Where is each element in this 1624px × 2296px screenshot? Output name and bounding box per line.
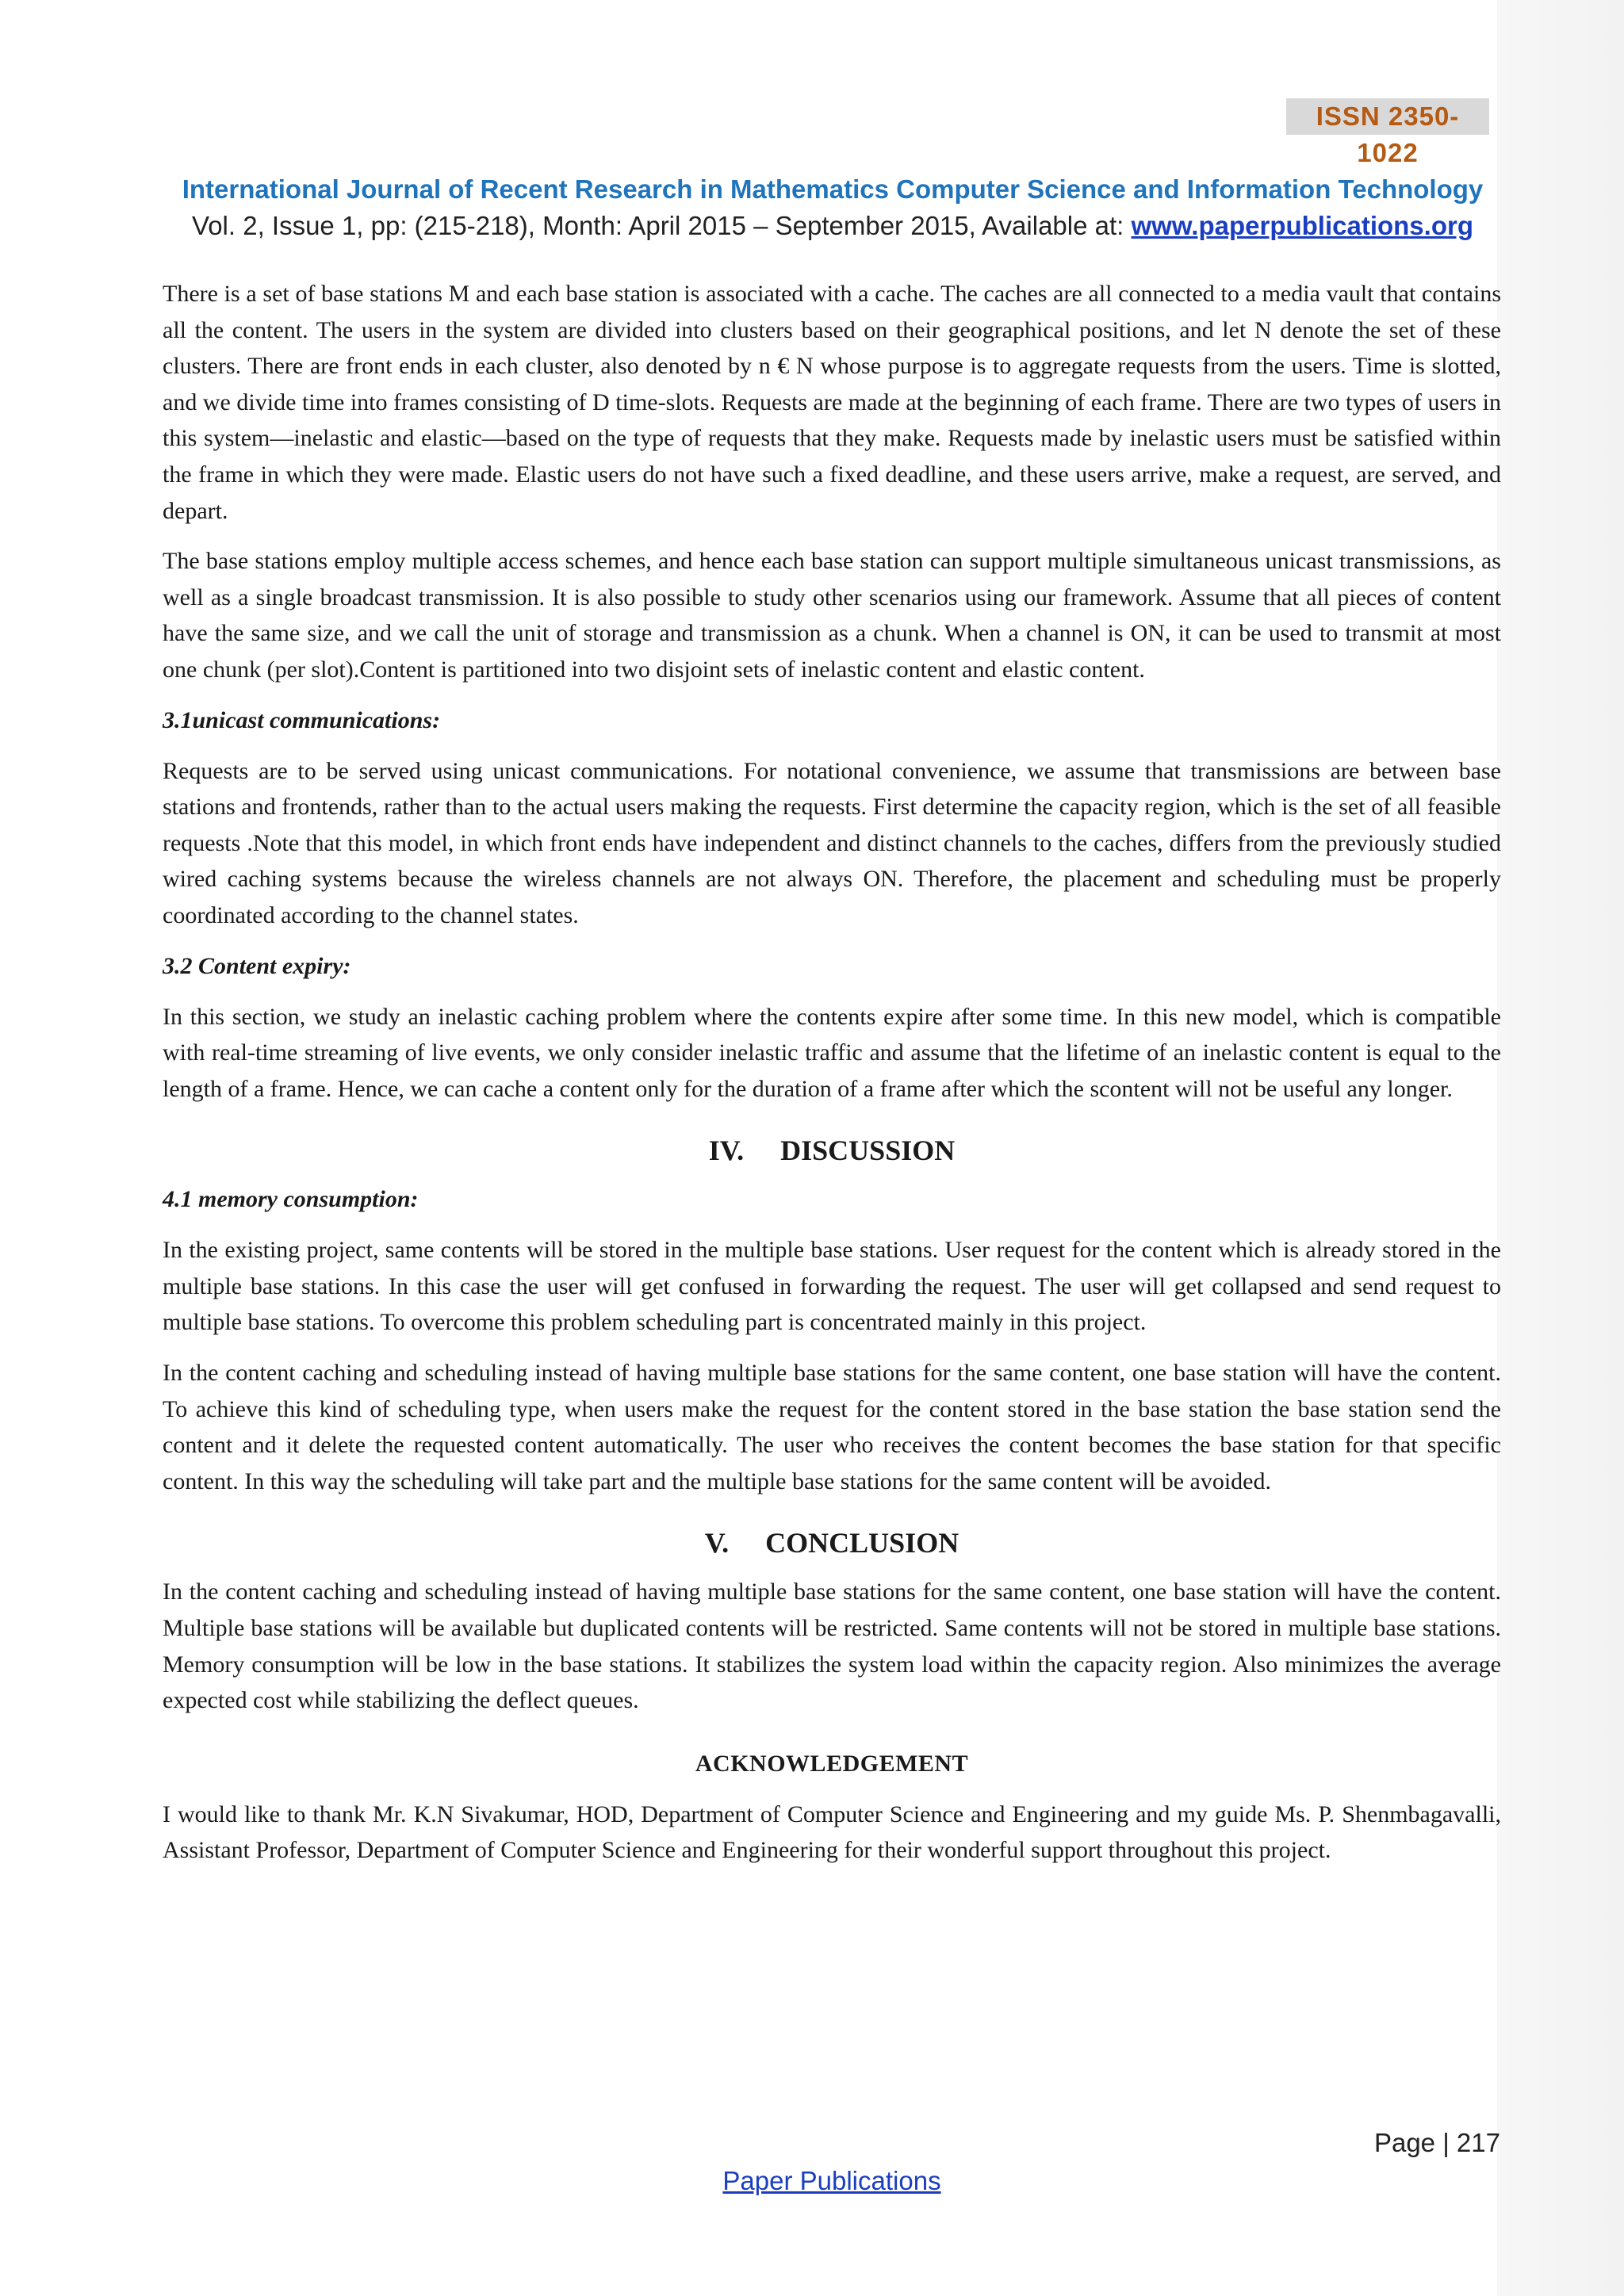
acknowledgement-heading: ACKNOWLEDGEMENT: [695, 1750, 969, 1777]
subheading-memory-consumption: 4.1 memory consumption:: [163, 1186, 419, 1213]
journal-subtitle: [119, 208, 1546, 244]
journal-volume-info: Vol. 2, Issue 1, pp: (215-218), Month: April 2015 – September 2015, Available at:: [192, 211, 1132, 240]
page-number: Page | 217: [1373, 2128, 1500, 2157]
subheading-unicast: 3.1unicast communications:: [163, 706, 441, 733]
section-title: DISCUSSION: [780, 1135, 956, 1167]
page-edge-shade: [1497, 0, 1624, 2296]
paragraph-caching-scheduling: In the content caching and scheduling instead of having multiple base stations for the same content, one base station will have the content. To achieve this kind of scheduling type, when users make the request for the content stored in the base station the base station send the content and it delete the requested content automatically. The user who receives the content becomes the base station for that specific content. In this way the scheduling will take part and the multiple base stations for the same content will be avoided.: [163, 1360, 1501, 1494]
paragraph-unicast: Requests are to be served using unicast communications. For notational convenience, we assume that transmissions are between base stations and frontends, rather than to the actual users making the requests. First determine the capacity region, which is the set of all feasible requests .Note that this model, in which front ends have independent and distinct channels to the caches, differs from the previously studied wired caching systems because the wireless channels are not always ON. Therefore, the placement and scheduling must be properly coordinated according to the channel states.: [163, 757, 1501, 928]
section-number: IV.: [708, 1135, 745, 1167]
subheading-content-expiry: 3.2 Content expiry:: [163, 952, 351, 979]
issn-badge: ISSN 2350-1022: [1286, 98, 1489, 135]
section-heading-discussion: [163, 1131, 1501, 1170]
section-number: V.: [704, 1527, 730, 1559]
journal-title: International Journal of Recent Research in Mathematics Computer Science and Information Technology: [182, 174, 1484, 204]
footer: [0, 2163, 1624, 2199]
paragraph-content-expiry: In this section, we study an inelastic caching problem where the contents expire after some time. In this new model, which is compatible with real-time streaming of live events, we only consider inelastic traffic and assume that the lifetime of an inelastic content is equal to the length of a frame. Hence, we can cache a content only for the duration of a frame after which the scontent will not be useful any longer.: [163, 1003, 1501, 1102]
journal-website-link[interactable]: www.paperpublications.org: [1131, 211, 1473, 240]
paragraph-conclusion: In the content caching and scheduling instead of having multiple base stations for the same content, one base station will have the content. Multiple base stations will be available but duplicated contents will be restricted. Same contents will not be stored in multiple base stations. Memory consumption will be low in the base stations. It stabilizes the system load within the capacity region. Also minimizes the average expected cost while stabilizing the deflect queues.: [163, 1578, 1501, 1714]
paragraph-base-stations: The base stations employ multiple access schemes, and hence each base station can support multiple simultaneous unicast transmissions, as well as a single broadcast transmission. It is also possible to study other scenarios using our framework. Assume that all pieces of content have the same size, and we call the unit of storage and transmission as a chunk. When a channel is ON, it can be used to transmit at most one chunk (per slot).Content is partitioned into two disjoint sets of inelastic content and elastic content.: [163, 548, 1501, 683]
paragraph-system-model: There is a set of base stations M and each base station is associated with a cache. The caches are all connected to a media vault that contains all the content. The users in the system are divided into clusters based on their geographical positions, and let N denote the set of these clusters. There are front ends in each cluster, also denoted by n € N whose purpose is to aggregate requests from the users. Time is slotted, and we divide time into frames consisting of D time-slots. Requests are made at the beginning of each frame. There are two types of users in this system—inelastic and elastic—based on the type of requests that they make. Requests made by inelastic users must be satisfied within the frame in which they were made. Elastic users do not have such a fixed deadline, and these users arrive, make a request, are served, and depart.: [163, 281, 1501, 524]
publisher-link[interactable]: Paper Publications: [722, 2166, 941, 2195]
paragraph-existing-project: In the existing project, same contents will be stored in the multiple base stations. User request for the content which is already stored in the multiple base stations. In this case the user will get confused in forwarding the request. The user will get collapsed and send request to multiple base stations. To overcome this problem scheduling part is concentrated mainly in this project.: [163, 1237, 1501, 1336]
article-body: [163, 276, 1501, 1883]
section-title: CONCLUSION: [765, 1527, 959, 1559]
paragraph-acknowledgement: I would like to thank Mr. K.N Sivakumar, HOD, Department of Computer Science and Engineering and my guide Ms. P. Shenmbagavalli, Assistant Professor, Department of Computer Science and Engineering for their wonderful support throughout this project.: [163, 1800, 1501, 1864]
section-heading-conclusion: [163, 1523, 1501, 1563]
